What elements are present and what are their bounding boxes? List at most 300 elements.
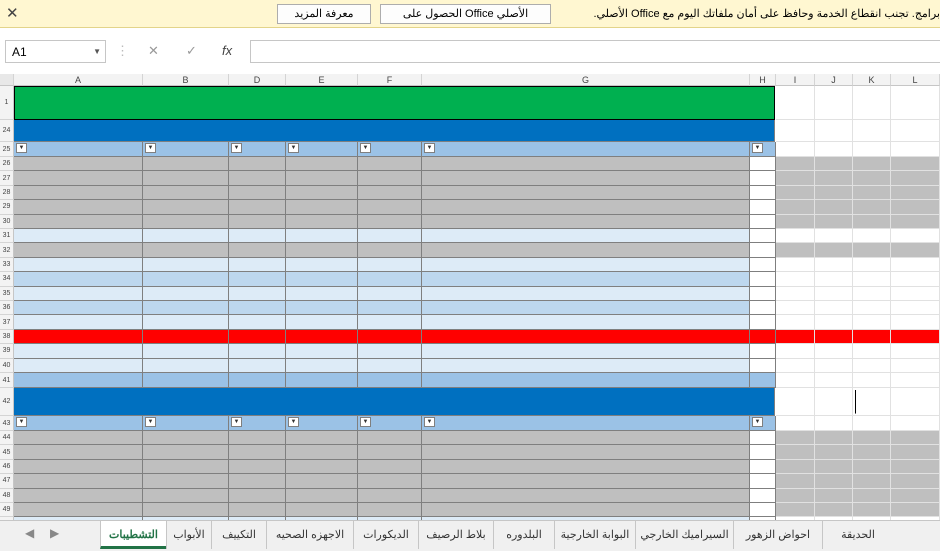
- filter-dropdown-icon[interactable]: ▼: [288, 143, 299, 153]
- empty-cell[interactable]: [853, 186, 891, 200]
- empty-cell[interactable]: [776, 388, 815, 416]
- column-header-k[interactable]: K: [853, 74, 891, 86]
- empty-cell[interactable]: [815, 142, 853, 157]
- desc-cell[interactable]: [422, 243, 750, 257]
- qty-cell[interactable]: [286, 243, 358, 257]
- row-header[interactable]: 26: [0, 157, 14, 171]
- desc-cell[interactable]: [422, 171, 750, 185]
- qty-cell[interactable]: [286, 301, 358, 315]
- row-number-cell[interactable]: [750, 229, 776, 243]
- total-cell[interactable]: [143, 287, 229, 301]
- empty-cell[interactable]: [776, 315, 815, 329]
- desc-cell[interactable]: [422, 474, 750, 488]
- empty-cell[interactable]: [815, 215, 853, 229]
- price-cell[interactable]: [229, 359, 286, 373]
- row-header[interactable]: 32: [0, 243, 14, 257]
- empty-cell[interactable]: [891, 489, 940, 503]
- notes-cell[interactable]: [14, 287, 143, 301]
- empty-cell[interactable]: [891, 157, 940, 171]
- column-header-b[interactable]: B: [143, 74, 229, 86]
- empty-cell[interactable]: [891, 330, 940, 344]
- price-cell[interactable]: [229, 301, 286, 315]
- price-cell[interactable]: [229, 330, 286, 344]
- empty-cell[interactable]: [853, 258, 891, 272]
- row-number-cell[interactable]: [750, 315, 776, 329]
- row-header[interactable]: 38: [0, 330, 14, 344]
- empty-cell[interactable]: [891, 359, 940, 373]
- row-header[interactable]: 36: [0, 301, 14, 315]
- total-cell[interactable]: [143, 186, 229, 200]
- s2-header-desc[interactable]: [422, 416, 750, 431]
- qty-cell[interactable]: [286, 229, 358, 243]
- s1-header-total[interactable]: [143, 142, 229, 157]
- empty-cell[interactable]: [776, 330, 815, 344]
- empty-cell[interactable]: [853, 344, 891, 358]
- row-header[interactable]: 42: [0, 388, 14, 416]
- price-cell[interactable]: [229, 215, 286, 229]
- empty-cell[interactable]: [853, 416, 891, 431]
- notes-cell[interactable]: [14, 330, 143, 344]
- price-cell[interactable]: [229, 489, 286, 503]
- empty-cell[interactable]: [776, 86, 815, 120]
- enter-icon[interactable]: ✓: [186, 43, 197, 58]
- row-header[interactable]: 45: [0, 445, 14, 459]
- empty-cell[interactable]: [776, 416, 815, 431]
- row-number-cell[interactable]: [750, 359, 776, 373]
- total-cell[interactable]: [143, 243, 229, 257]
- row-number-cell[interactable]: [750, 272, 776, 286]
- s1-header-notes[interactable]: [14, 142, 143, 157]
- empty-cell[interactable]: [776, 171, 815, 185]
- desc-cell[interactable]: [422, 229, 750, 243]
- close-icon[interactable]: ✕: [6, 5, 19, 22]
- scroll-right-icon[interactable]: ▶: [50, 526, 60, 540]
- empty-cell[interactable]: [891, 431, 940, 445]
- row-number-cell[interactable]: [750, 171, 776, 185]
- notes-cell[interactable]: [14, 489, 143, 503]
- price-cell[interactable]: [229, 460, 286, 474]
- empty-cell[interactable]: [815, 489, 853, 503]
- notes-cell[interactable]: [14, 344, 143, 358]
- column-header-f[interactable]: F: [358, 74, 422, 86]
- empty-cell[interactable]: [815, 171, 853, 185]
- s2-header-unit[interactable]: [358, 416, 422, 431]
- row-number-cell[interactable]: [750, 287, 776, 301]
- empty-cell[interactable]: [891, 287, 940, 301]
- empty-cell[interactable]: [891, 229, 940, 243]
- sheet-tab[interactable]: الديكورات: [353, 521, 418, 549]
- unit-cell[interactable]: [358, 344, 422, 358]
- empty-cell[interactable]: [853, 157, 891, 171]
- empty-cell[interactable]: [815, 460, 853, 474]
- row-number-cell[interactable]: [750, 330, 776, 344]
- unit-cell[interactable]: [358, 258, 422, 272]
- empty-cell[interactable]: [853, 272, 891, 286]
- notes-cell[interactable]: [14, 315, 143, 329]
- empty-cell[interactable]: [853, 388, 891, 416]
- empty-cell[interactable]: [891, 258, 940, 272]
- column-header-e[interactable]: E: [286, 74, 358, 86]
- empty-cell[interactable]: [853, 460, 891, 474]
- desc-cell[interactable]: [422, 503, 750, 517]
- row-number-cell[interactable]: [750, 344, 776, 358]
- filter-dropdown-icon[interactable]: ▼: [145, 417, 156, 427]
- notes-cell[interactable]: [14, 445, 143, 459]
- formula-input[interactable]: [250, 40, 940, 63]
- notes-cell[interactable]: [14, 474, 143, 488]
- total-cell[interactable]: [143, 359, 229, 373]
- empty-cell[interactable]: [891, 301, 940, 315]
- empty-cell[interactable]: [891, 474, 940, 488]
- empty-cell[interactable]: [815, 120, 853, 142]
- column-header-l[interactable]: L: [891, 74, 940, 86]
- qty-cell[interactable]: [286, 287, 358, 301]
- column-header-j[interactable]: J: [815, 74, 853, 86]
- filter-dropdown-icon[interactable]: ▼: [424, 143, 435, 153]
- price-cell[interactable]: [229, 186, 286, 200]
- desc-cell[interactable]: [422, 315, 750, 329]
- desc-cell[interactable]: [422, 272, 750, 286]
- row-header[interactable]: 40: [0, 359, 14, 373]
- empty-cell[interactable]: [776, 489, 815, 503]
- s1-header-unit[interactable]: [358, 142, 422, 157]
- row-header[interactable]: 1: [0, 86, 14, 120]
- notes-cell[interactable]: [14, 157, 143, 171]
- row-header[interactable]: 30: [0, 215, 14, 229]
- sheet-tab[interactable]: التشطيبات: [100, 521, 166, 549]
- empty-cell[interactable]: [815, 272, 853, 286]
- row-header[interactable]: 27: [0, 171, 14, 185]
- row-header[interactable]: 34: [0, 272, 14, 286]
- row-header[interactable]: 41: [0, 373, 14, 388]
- scroll-left-icon[interactable]: ◀: [25, 526, 35, 540]
- filter-dropdown-icon[interactable]: ▼: [752, 143, 763, 153]
- s2-header-total[interactable]: [143, 416, 229, 431]
- total-row-cell[interactable]: [229, 373, 286, 388]
- notes-cell[interactable]: [14, 171, 143, 185]
- desc-cell[interactable]: [422, 460, 750, 474]
- column-header-a[interactable]: A: [14, 74, 143, 86]
- empty-cell[interactable]: [776, 120, 815, 142]
- desc-cell[interactable]: [422, 445, 750, 459]
- sheet-tab[interactable]: بلاط الرصيف: [418, 521, 493, 549]
- filter-dropdown-icon[interactable]: ▼: [16, 143, 27, 153]
- row-number-cell[interactable]: [750, 258, 776, 272]
- empty-cell[interactable]: [776, 474, 815, 488]
- empty-cell[interactable]: [853, 373, 891, 388]
- unit-cell[interactable]: [358, 445, 422, 459]
- cancel-icon[interactable]: ✕: [148, 43, 159, 58]
- empty-cell[interactable]: [815, 86, 853, 120]
- sheet-tab[interactable]: احواض الزهور: [733, 521, 822, 549]
- unit-cell[interactable]: [358, 359, 422, 373]
- notes-cell[interactable]: [14, 215, 143, 229]
- qty-cell[interactable]: [286, 489, 358, 503]
- qty-cell[interactable]: [286, 186, 358, 200]
- empty-cell[interactable]: [776, 445, 815, 459]
- empty-cell[interactable]: [815, 157, 853, 171]
- filter-dropdown-icon[interactable]: ▼: [16, 417, 27, 427]
- notes-cell[interactable]: [14, 258, 143, 272]
- desc-cell[interactable]: [422, 344, 750, 358]
- row-number-cell[interactable]: [750, 474, 776, 488]
- empty-cell[interactable]: [891, 416, 940, 431]
- empty-cell[interactable]: [815, 287, 853, 301]
- price-cell[interactable]: [229, 287, 286, 301]
- row-number-cell[interactable]: [750, 200, 776, 214]
- empty-cell[interactable]: [891, 344, 940, 358]
- unit-cell[interactable]: [358, 503, 422, 517]
- empty-cell[interactable]: [815, 315, 853, 329]
- price-cell[interactable]: [229, 272, 286, 286]
- s2-header-qty[interactable]: [286, 416, 358, 431]
- row-header[interactable]: 28: [0, 186, 14, 200]
- row-number-cell[interactable]: [750, 186, 776, 200]
- empty-cell[interactable]: [776, 460, 815, 474]
- empty-cell[interactable]: [891, 120, 940, 142]
- unit-cell[interactable]: [358, 229, 422, 243]
- row-header[interactable]: 33: [0, 258, 14, 272]
- empty-cell[interactable]: [815, 431, 853, 445]
- empty-cell[interactable]: [891, 200, 940, 214]
- total-cell[interactable]: [143, 431, 229, 445]
- s1-header-price[interactable]: [229, 142, 286, 157]
- unit-cell[interactable]: [358, 489, 422, 503]
- empty-cell[interactable]: [891, 373, 940, 388]
- row-number-cell[interactable]: [750, 503, 776, 517]
- column-header-i[interactable]: I: [776, 74, 815, 86]
- unit-cell[interactable]: [358, 171, 422, 185]
- unit-cell[interactable]: [358, 460, 422, 474]
- notes-cell[interactable]: [14, 460, 143, 474]
- sheet-tab[interactable]: الأبواب: [166, 521, 211, 549]
- row-header[interactable]: 47: [0, 474, 14, 488]
- total-cell[interactable]: [143, 157, 229, 171]
- total-cell[interactable]: [143, 258, 229, 272]
- price-cell[interactable]: [229, 200, 286, 214]
- empty-cell[interactable]: [853, 86, 891, 120]
- desc-cell[interactable]: [422, 431, 750, 445]
- empty-cell[interactable]: [776, 301, 815, 315]
- sheet-tab[interactable]: الاجهزه الصحيه: [266, 521, 353, 549]
- column-header-h[interactable]: H: [750, 74, 776, 86]
- empty-cell[interactable]: [853, 171, 891, 185]
- empty-cell[interactable]: [776, 344, 815, 358]
- total-cell[interactable]: [143, 301, 229, 315]
- empty-cell[interactable]: [853, 120, 891, 142]
- empty-cell[interactable]: [853, 215, 891, 229]
- notes-cell[interactable]: [14, 503, 143, 517]
- qty-cell[interactable]: [286, 157, 358, 171]
- desc-cell[interactable]: [422, 157, 750, 171]
- desc-cell[interactable]: [422, 287, 750, 301]
- qty-cell[interactable]: [286, 474, 358, 488]
- row-number-cell[interactable]: [750, 489, 776, 503]
- row-number-cell[interactable]: [750, 445, 776, 459]
- total-cell[interactable]: [143, 474, 229, 488]
- total-cell[interactable]: [143, 330, 229, 344]
- row-header[interactable]: 39: [0, 344, 14, 358]
- empty-cell[interactable]: [776, 200, 815, 214]
- unit-cell[interactable]: [358, 301, 422, 315]
- desc-cell[interactable]: [422, 200, 750, 214]
- empty-cell[interactable]: [853, 142, 891, 157]
- row-header[interactable]: 48: [0, 489, 14, 503]
- row-number-cell[interactable]: [750, 157, 776, 171]
- empty-cell[interactable]: [776, 272, 815, 286]
- empty-cell[interactable]: [776, 503, 815, 517]
- notes-cell[interactable]: [14, 359, 143, 373]
- price-cell[interactable]: [229, 171, 286, 185]
- qty-cell[interactable]: [286, 315, 358, 329]
- price-cell[interactable]: [229, 229, 286, 243]
- empty-cell[interactable]: [815, 373, 853, 388]
- empty-cell[interactable]: [853, 489, 891, 503]
- unit-cell[interactable]: [358, 186, 422, 200]
- qty-cell[interactable]: [286, 445, 358, 459]
- total-cell[interactable]: [143, 489, 229, 503]
- notes-cell[interactable]: [14, 243, 143, 257]
- empty-cell[interactable]: [853, 359, 891, 373]
- total-cell[interactable]: [143, 445, 229, 459]
- empty-cell[interactable]: [891, 315, 940, 329]
- notes-cell[interactable]: [14, 272, 143, 286]
- notes-cell[interactable]: [14, 301, 143, 315]
- empty-cell[interactable]: [891, 215, 940, 229]
- sheet-tab[interactable]: التكييف: [211, 521, 266, 549]
- s1-header-num[interactable]: [750, 142, 776, 157]
- get-office-button[interactable]: الحصول على Office الأصلي: [380, 4, 551, 24]
- unit-cell[interactable]: [358, 215, 422, 229]
- section-heading[interactable]: [14, 388, 775, 416]
- empty-cell[interactable]: [853, 301, 891, 315]
- empty-cell[interactable]: [815, 301, 853, 315]
- empty-cell[interactable]: [853, 474, 891, 488]
- empty-cell[interactable]: [776, 157, 815, 171]
- qty-cell[interactable]: [286, 359, 358, 373]
- desc-cell[interactable]: [422, 258, 750, 272]
- empty-cell[interactable]: [853, 315, 891, 329]
- price-cell[interactable]: [229, 157, 286, 171]
- empty-cell[interactable]: [776, 186, 815, 200]
- qty-cell[interactable]: [286, 215, 358, 229]
- grand-total-value[interactable]: [143, 373, 229, 388]
- empty-cell[interactable]: [776, 215, 815, 229]
- row-header[interactable]: 37: [0, 315, 14, 329]
- empty-cell[interactable]: [891, 171, 940, 185]
- empty-cell[interactable]: [776, 258, 815, 272]
- empty-cell[interactable]: [815, 503, 853, 517]
- empty-cell[interactable]: [815, 474, 853, 488]
- price-cell[interactable]: [229, 431, 286, 445]
- qty-cell[interactable]: [286, 258, 358, 272]
- total-cell[interactable]: [143, 344, 229, 358]
- empty-cell[interactable]: [776, 287, 815, 301]
- empty-cell[interactable]: [853, 445, 891, 459]
- unit-cell[interactable]: [358, 287, 422, 301]
- price-cell[interactable]: [229, 474, 286, 488]
- total-cell[interactable]: [143, 171, 229, 185]
- row-header[interactable]: 49: [0, 503, 14, 517]
- empty-cell[interactable]: [891, 272, 940, 286]
- notes-cell[interactable]: [14, 229, 143, 243]
- total-label[interactable]: [14, 373, 143, 388]
- qty-cell[interactable]: [286, 330, 358, 344]
- row-header[interactable]: 31: [0, 229, 14, 243]
- desc-cell[interactable]: [422, 215, 750, 229]
- sheet-tab[interactable]: البوابة الخارجية: [554, 521, 635, 549]
- filter-dropdown-icon[interactable]: ▼: [145, 143, 156, 153]
- sheet-tab[interactable]: البلدوره: [493, 521, 554, 549]
- total-cell[interactable]: [143, 229, 229, 243]
- empty-cell[interactable]: [776, 243, 815, 257]
- total-cell[interactable]: [143, 460, 229, 474]
- unit-cell[interactable]: [358, 474, 422, 488]
- empty-cell[interactable]: [891, 186, 940, 200]
- price-cell[interactable]: [229, 258, 286, 272]
- unit-cell[interactable]: [358, 315, 422, 329]
- empty-cell[interactable]: [815, 344, 853, 358]
- row-header[interactable]: 35: [0, 287, 14, 301]
- qty-cell[interactable]: [286, 200, 358, 214]
- empty-cell[interactable]: [891, 142, 940, 157]
- empty-cell[interactable]: [815, 229, 853, 243]
- filter-dropdown-icon[interactable]: ▼: [288, 417, 299, 427]
- empty-cell[interactable]: [815, 388, 853, 416]
- sheet-tab[interactable]: الحديقة: [822, 521, 893, 549]
- empty-cell[interactable]: [815, 258, 853, 272]
- spreadsheet-grid[interactable]: [0, 74, 940, 520]
- price-cell[interactable]: [229, 503, 286, 517]
- desc-cell[interactable]: [422, 359, 750, 373]
- empty-cell[interactable]: [815, 243, 853, 257]
- row-header[interactable]: 46: [0, 460, 14, 474]
- sheet-title[interactable]: [14, 86, 775, 120]
- empty-cell[interactable]: [853, 330, 891, 344]
- empty-cell[interactable]: [853, 200, 891, 214]
- empty-cell[interactable]: [815, 330, 853, 344]
- qty-cell[interactable]: [286, 503, 358, 517]
- empty-cell[interactable]: [891, 86, 940, 120]
- total-row-cell[interactable]: [286, 373, 358, 388]
- row-number-cell[interactable]: [750, 243, 776, 257]
- s1-header-qty[interactable]: [286, 142, 358, 157]
- notes-cell[interactable]: [14, 431, 143, 445]
- insert-function-icon[interactable]: fx: [222, 43, 233, 58]
- empty-cell[interactable]: [815, 186, 853, 200]
- total-row-cell[interactable]: [358, 373, 422, 388]
- row-header[interactable]: 25: [0, 142, 14, 157]
- empty-cell[interactable]: [891, 445, 940, 459]
- row-header[interactable]: 44: [0, 431, 14, 445]
- empty-cell[interactable]: [776, 373, 815, 388]
- filter-dropdown-icon[interactable]: ▼: [424, 417, 435, 427]
- total-cell[interactable]: [143, 272, 229, 286]
- empty-cell[interactable]: [815, 359, 853, 373]
- empty-cell[interactable]: [853, 229, 891, 243]
- column-header-d[interactable]: D: [229, 74, 286, 86]
- empty-cell[interactable]: [776, 229, 815, 243]
- empty-cell[interactable]: [776, 359, 815, 373]
- sheet-tab[interactable]: السيراميك الخارجي: [635, 521, 733, 549]
- unit-cell[interactable]: [358, 272, 422, 286]
- qty-cell[interactable]: [286, 272, 358, 286]
- s1-header-desc[interactable]: [422, 142, 750, 157]
- desc-cell[interactable]: [422, 489, 750, 503]
- qty-cell[interactable]: [286, 431, 358, 445]
- unit-cell[interactable]: [358, 330, 422, 344]
- notes-cell[interactable]: [14, 186, 143, 200]
